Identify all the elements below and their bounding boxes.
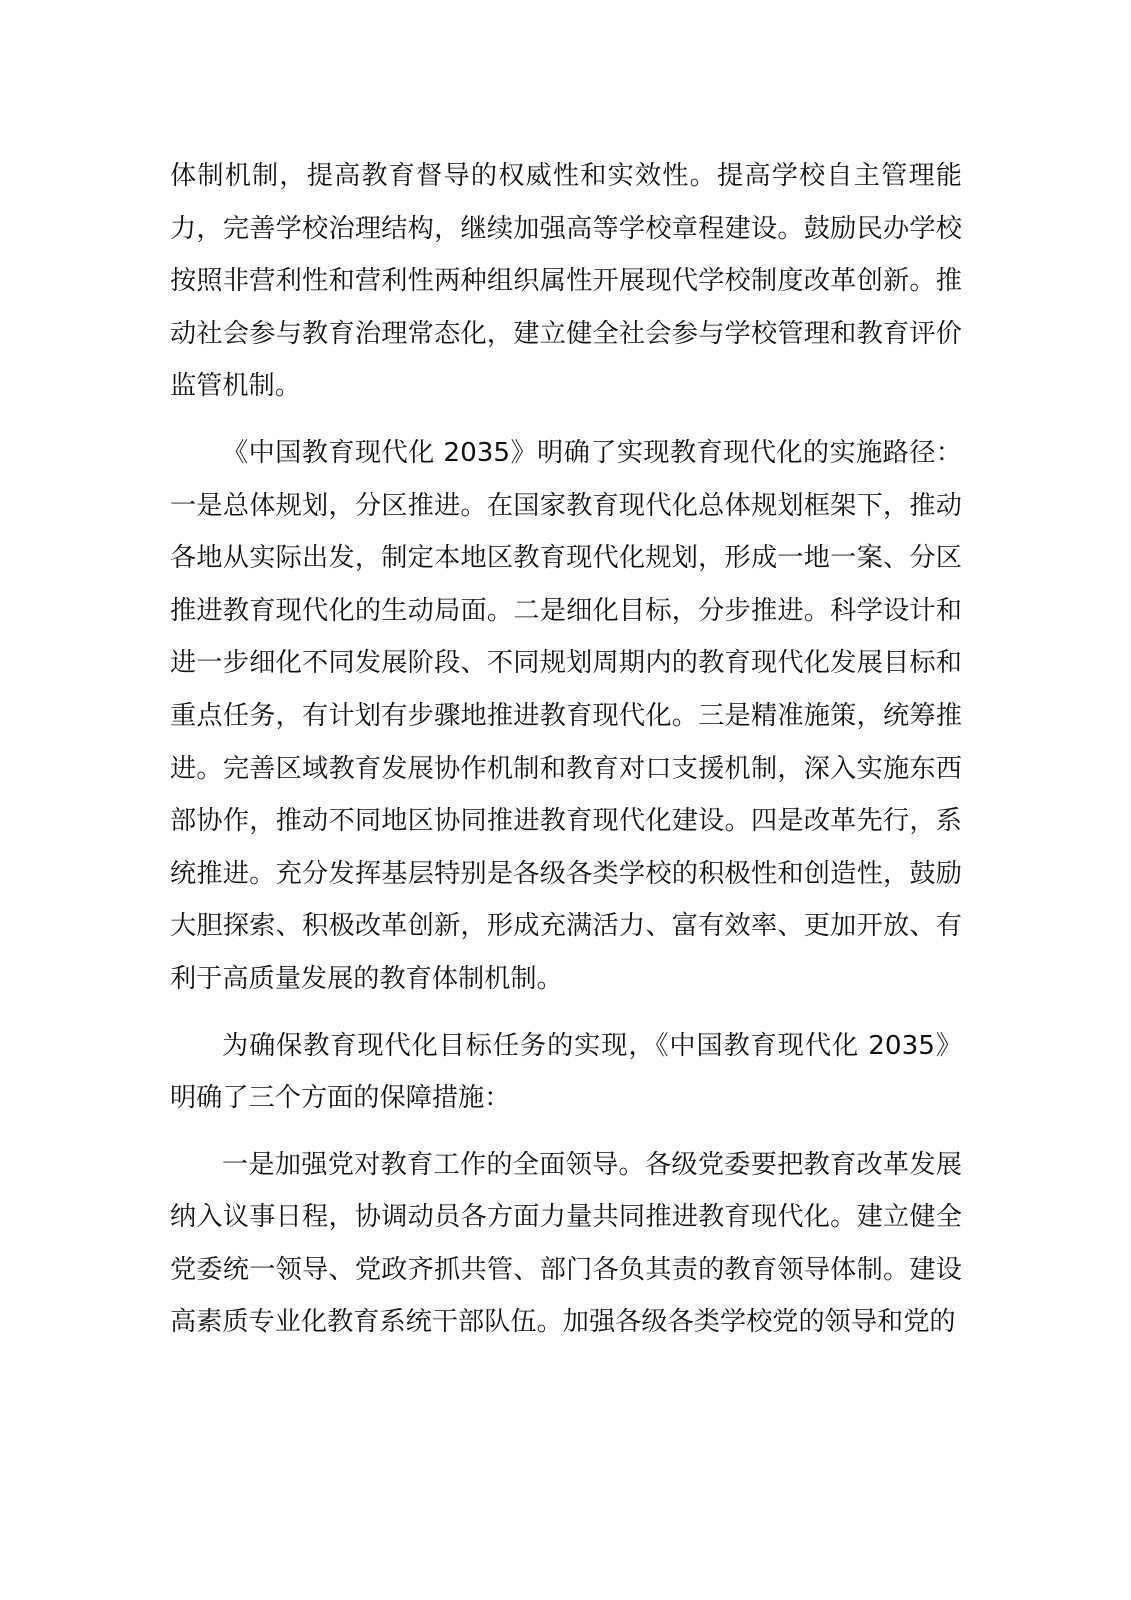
paragraph-4: 一是加强党对教育工作的全面领导。各级党委要把教育改革发展纳入议事日程，协调动员各方面力量共同推进教育现代化。建立健全党委统一领导、党政齐抓共管、部门各负其责的教育领导体制。建设高素质专业化教育系统干部队伍。加强各级各类学校党的领导和党的 xyxy=(170,1149,962,1338)
document-body xyxy=(170,150,962,1363)
paragraph-1: 体制机制，提高教育督导的权威性和实效性。提高学校自主管理能力，完善学校治理结构，继续加强高等学校章程建设。鼓励民办学校按照非营利性和营利性两种组织属性开展现代学校制度改革创新。推动社会参与教育治理常态化，建立健全社会参与学校管理和教育评价监管机制。 xyxy=(170,161,962,402)
paragraph-2: 《中国教育现代化 2035》明确了实现教育现代化的实施路径：一是总体规划，分区推进。在国家教育现代化总体规划框架下，推动各地从实际出发，制定本地区教育现代化规划，形成一地一案、分区推进教育现代化的生动局面。二是细化目标，分步推进。科学设计和进一步细化不同发展阶段、不同规划周期内的教育现代化发展目标和重点任务，有计划有步骤地推进教育现代化。三是精准施策，统筹推进。完善区域教育发展协作机制和教育对口支援机制，深入实施东西部协作，推动不同地区协同推进教育现代化建设。四是改革先行，系统推进。充分发挥基层特别是各级各类学校的积极性和创造性，鼓励大胆探索、积极改革创新，形成充满活力、富有效率、更加开放、有利于高质量发展的教育体制机制。 xyxy=(170,437,962,994)
paragraph-3: 为确保教育现代化目标任务的实现，《中国教育现代化 2035》明确了三个方面的保障措施： xyxy=(170,1030,962,1114)
